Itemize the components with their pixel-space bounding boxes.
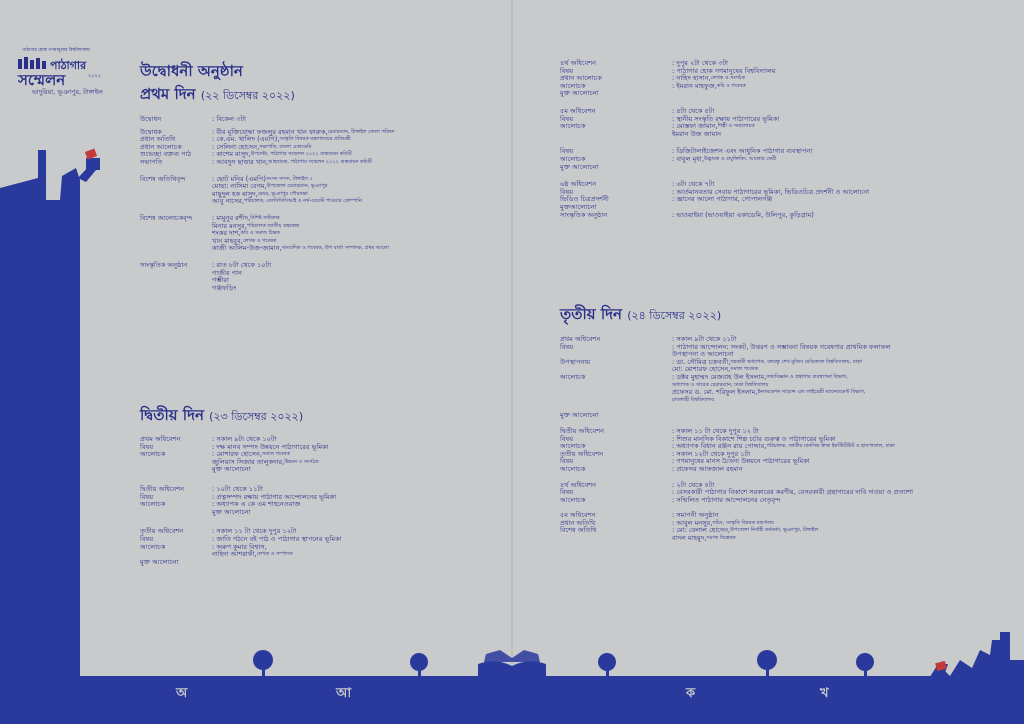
info-row xyxy=(560,397,913,405)
row-value: : বিকেল ৩টা xyxy=(212,115,246,123)
row-label xyxy=(560,389,672,397)
day1-block xyxy=(140,116,394,292)
row-label: মুক্ত আলোচনা xyxy=(560,89,599,98)
row-value: : বীর মুক্তিযোদ্ধা ফজলুর রহমান খান ফারুক, xyxy=(212,127,328,136)
row-value: বাদল মাহমুদ, xyxy=(672,534,707,543)
row-label: উপস্থাপনায় xyxy=(560,357,591,366)
row-label: বিষয় xyxy=(140,442,154,451)
row-note: কবি ও গবেষক xyxy=(716,82,746,89)
row-value: কাজী আলিম-উজ-জামান, xyxy=(212,244,282,253)
row-label: প্রথম অধিবেশন xyxy=(560,335,601,343)
row-note: লেখক ও গবেষক xyxy=(242,237,277,244)
info-row xyxy=(560,351,913,359)
row-label: আলোচক xyxy=(560,122,586,131)
row-label: মুক্ত আলোচনা xyxy=(140,557,179,566)
row-value: : দক্ষ মানব সম্পদ উন্নয়নে পাঠাগারের ভূমিকা xyxy=(212,442,329,451)
row-value: মোছা: নাসিমা বেগম, xyxy=(212,182,267,191)
row-label: সভাপতি xyxy=(140,157,163,166)
info-row xyxy=(140,270,394,278)
row-value: : ডক্টর মুহাম্মদ মেজবাহ উল ইসলাম, xyxy=(672,372,767,381)
row-note: বিশিষ্ট নাট্যকার xyxy=(250,214,280,221)
row-label: উদ্বোধন xyxy=(140,115,162,123)
row-value: গঞ্জফড়িং xyxy=(212,283,237,292)
footer-letter: ক xyxy=(686,686,696,701)
row-label: ৪র্থ অধিবেশন xyxy=(560,480,597,489)
row-value: : জাতি গঠনে বই পাঠ ও পাঠাগার স্থাপনের ভূমিকা xyxy=(212,534,342,543)
info-row xyxy=(140,262,394,270)
palm-tree-icon xyxy=(253,650,874,678)
row-note: উন্নয়ন ও সংগঠক xyxy=(284,458,319,465)
info-row xyxy=(560,466,913,474)
row-value: : সকাল ৯টা থেকে ১১টা xyxy=(672,335,737,343)
row-note: সংসদ সদস্য, টাঙ্গাইল ২ xyxy=(265,175,313,182)
info-row xyxy=(560,527,913,535)
row-label: আলোচক xyxy=(140,450,166,459)
row-value: : ভাওয়াইয়া (ভাওয়াইয়া একাডেমি, উলিপুর, কুড়িগ্রাম) xyxy=(672,210,814,219)
footer-letter: খ xyxy=(820,686,829,701)
row-value: : মো: বেলাল হোসেন, xyxy=(672,526,731,535)
row-label: আলোচক xyxy=(560,81,586,90)
logo-year: ২০২২ xyxy=(88,73,102,79)
row-label: আলোচক xyxy=(560,464,586,473)
row-label: দ্বিতীয় অধিবেশন xyxy=(560,426,605,435)
tiny-caption: পাঠাগার হোক গণমানুষের বিশ্ববিদ্যালয় xyxy=(22,48,90,53)
row-label: বিশেষ অতিথিবৃন্দ xyxy=(140,174,186,183)
day2-title-text: দ্বিতীয় দিন xyxy=(140,406,204,424)
row-label: সাংস্কৃতিক অনুষ্ঠান xyxy=(560,210,608,219)
row-value: মুক্ত আলোচনা xyxy=(212,465,251,474)
day2-date: (২৩ ডিসেম্বর ২০২২) xyxy=(209,410,304,423)
row-note: সমাজ গবেষক xyxy=(730,366,759,373)
row-value: মিনার মনসুর, xyxy=(212,221,247,230)
row-label: বিষয় xyxy=(140,534,154,543)
row-value: জুলিয়াস সিজার তালুকদার, xyxy=(212,457,285,466)
row-note: সমাজ গবেষক xyxy=(262,451,290,458)
row-note: সহকারী অধ্যাপক, বঙ্গবন্ধু শেখ মুজিব মেডিক্যাল বিশ্ববিদ্যালয়, ঢাকা xyxy=(730,358,862,365)
info-row xyxy=(560,164,869,172)
row-label: প্রধান অতিথি xyxy=(140,135,176,144)
row-note: সাংবাদিক ও গবেষক, উপ বার্তা সম্পাদক, প্রথম আলো xyxy=(281,245,389,252)
row-label: বিষয় xyxy=(560,114,574,123)
row-value: মাছুদুল হক মাসুদ, xyxy=(212,189,258,198)
day2-title xyxy=(140,404,303,429)
info-row xyxy=(140,230,394,238)
row-label xyxy=(140,509,212,517)
row-label: উদ্বোধক xyxy=(140,127,162,136)
row-value: : কে.এম. খালিদ (এমপি), xyxy=(212,135,280,144)
footer-letter: অ xyxy=(176,686,188,701)
row-value: : সম্মিলিত পাঠাগার আন্দোলনের নেতৃবৃন্দ xyxy=(672,495,781,504)
row-value: : সকাল ১১ টা থেকে দুপুর ১২টা xyxy=(212,527,297,536)
logo-line2: সম্মেলন xyxy=(18,71,66,89)
row-label xyxy=(140,459,212,467)
row-label: বিষয় xyxy=(560,457,574,466)
row-note: অধ্যাপক ও সাবেক চেয়ারম্যান, ঢাকা বিশ্ববিদ্যালয় xyxy=(672,381,769,388)
info-row xyxy=(140,183,394,191)
row-label: আলোচক xyxy=(560,372,586,381)
row-label: বিষয় xyxy=(560,147,574,156)
row-note: রাজশাহী বিশ্ববিদ্যালয় xyxy=(672,396,715,403)
left-fist-icon xyxy=(85,149,97,160)
row-label: মুক্তআলোচনা xyxy=(560,202,597,211)
row-value: : প্রত্নসম্পদ রক্ষায় পাঠাগার আন্দোলনের ভূমিকা xyxy=(212,492,337,501)
info-row xyxy=(560,156,869,164)
row-label xyxy=(560,382,672,390)
day3-block xyxy=(560,336,913,543)
info-row xyxy=(560,374,913,382)
row-label: শুভেচ্ছা বক্তব্য পাঠ xyxy=(140,150,192,159)
left-tower-illustration xyxy=(0,150,100,724)
row-label: বিষয় xyxy=(560,342,574,351)
row-value: নাহিদা আশরাফী, xyxy=(212,550,257,559)
row-value: : শিশুর মানসিক বিকাশে শিল্প চর্চার গুরুত্ব ও পাঠাগারের ভূমিকা xyxy=(672,434,836,443)
row-note: পরিচালক জাতীয় গ্রন্থকেন্দ্র xyxy=(246,222,300,229)
row-note: ইনফরমেশন সায়েন্স এন্ড লাইব্রেরী ম্যানেজমেন্ট বিভাগ, xyxy=(757,389,866,396)
row-value: : রাত ৮টা থেকে ১০টা xyxy=(212,260,272,269)
row-value: মুক্ত আলোচনা xyxy=(212,507,251,516)
info-row xyxy=(140,277,394,285)
row-value: : জ্ঞানের আলো পাঠাগার, গোপালগঞ্জ xyxy=(672,195,773,204)
row-label: দ্বিতীয় অধিবেশন xyxy=(140,484,185,493)
row-value: : দুপুর ২টা থেকে ৩টা xyxy=(672,59,728,67)
bottom-band xyxy=(0,676,1024,724)
row-label: ৫ম অধিবেশন xyxy=(560,511,596,520)
row-value: : ২টা থেকে ৪টা xyxy=(672,480,715,489)
row-value: : ৬টা থেকে ৭টা xyxy=(672,180,715,189)
day1-date: (২২ ডিসেম্বর ২০২২) xyxy=(200,89,295,102)
info-row xyxy=(560,359,913,367)
row-note: উপজেলা নির্বাহী কর্মকর্তা, ভূঞাপুর, টাঙ্গাইল xyxy=(730,527,819,534)
row-label: প্রধান আলোচক xyxy=(140,142,182,151)
info-row xyxy=(140,215,394,223)
day1-title-a: উদ্বোধনী অনুষ্ঠান xyxy=(140,62,243,80)
row-value: : ডা. সৌমিত্র চক্রবর্তী, xyxy=(672,357,731,366)
info-row xyxy=(560,83,869,91)
row-note: উপদেষ্টা, পাঠাগার সম্মেলন ২০২২ বাস্তবায়ন কমিটি xyxy=(250,151,352,158)
info-row xyxy=(560,196,869,204)
right-top-block xyxy=(560,60,869,219)
day2-block xyxy=(140,436,342,566)
row-value: : গণমানুষের মানস চৈতন্য উন্নয়নে পাঠাগারের ভূমিকা xyxy=(672,457,810,466)
row-note: লেখক ও সংগঠক xyxy=(710,75,746,82)
row-value: : স্থানীয় সংস্কৃতি রক্ষায় পাঠাগারের ভূমিকা xyxy=(672,114,780,123)
info-row xyxy=(560,412,913,420)
info-row xyxy=(560,535,913,543)
day3-date: (২৪ ডিসেম্বর ২০২২) xyxy=(627,309,722,322)
info-row xyxy=(140,223,394,231)
row-value: গাজীর গান xyxy=(212,268,242,277)
info-row xyxy=(140,285,394,293)
row-label xyxy=(560,131,672,139)
row-note: সচিব, সংস্কৃতি বিষয়ক মন্ত্রণালয় xyxy=(712,519,774,526)
logo-sub: ভাদুরিয়া, ভূঞাপুর, টাঙ্গাইল xyxy=(32,88,103,96)
row-value: : মামুনুর রশীদ, xyxy=(212,213,251,222)
row-label: বিশেষ অতিথি xyxy=(560,526,597,535)
row-label xyxy=(560,397,672,405)
info-row xyxy=(140,559,342,567)
row-label: তৃতীয় অধিবেশন xyxy=(560,449,604,458)
row-label: বিশেষ আলোচকবৃন্দ xyxy=(140,213,193,222)
info-row xyxy=(140,466,342,474)
row-note: সভাপতি, বাংলা একাডেমি xyxy=(259,143,312,150)
row-value: : বেসরকারী পাঠাগার বিকাশে সরকারের করণীয়, বেসরকারী গ্রন্থাগারের দাবি দাওয়া ও প্রত্যাশা xyxy=(672,488,914,497)
info-row xyxy=(560,212,869,220)
day1-title-b: প্রথম দিন xyxy=(140,85,196,103)
row-value: : ৪টা থেকে ৫টা xyxy=(672,106,715,115)
row-label: ৫ম অধিবেশন xyxy=(560,106,596,115)
info-row xyxy=(560,512,913,520)
row-value: : ডিজিটালাইজেশন এবং আধুনিক পাঠাগার ব্যবস্থাপনা xyxy=(672,147,813,156)
row-value: মো: মোশারফ হোসেন, xyxy=(672,365,731,374)
logo xyxy=(14,57,114,99)
info-row xyxy=(560,344,913,352)
row-value: : সকাল ১২টা থেকে দুপুর ১টা xyxy=(672,449,751,458)
row-value: : নাহিদ হাসান, xyxy=(672,74,711,83)
row-label: আলোচক xyxy=(560,154,586,163)
row-value: : আবদুস ছাত্তার খান, xyxy=(212,157,269,166)
row-value: : মোশারফ হোসেন, xyxy=(212,450,263,459)
logo-line1: পাঠাগার xyxy=(50,59,87,72)
info-row xyxy=(140,509,342,517)
row-label xyxy=(140,466,212,474)
row-value: : বাবুল মৃধা, xyxy=(672,154,704,163)
day3-title xyxy=(560,303,721,328)
row-note: পরিচালক, জাতীয় মানসিক স্বাস্থ্য ইনস্টিটিউট ও হাসপাতাল, ঢাকা xyxy=(766,443,895,450)
row-value: : সেলিনা হোসেন, xyxy=(212,142,260,151)
row-value: : প্রফেসর আফজাল রহমান xyxy=(672,464,743,473)
books-icon xyxy=(18,57,48,69)
row-note: চেয়ারম্যান, টাঙ্গাইল জেলা পরিষদ xyxy=(327,128,395,135)
row-value: : ছোট মনির (এমপি) xyxy=(212,174,266,183)
row-note: কবি ও সমাজ চিন্তক xyxy=(240,230,280,237)
row-note: লেখক ও সম্পাদক xyxy=(256,551,293,558)
info-row xyxy=(560,90,869,98)
day1-title xyxy=(140,83,295,108)
row-note: পরিচালক, এফসিসিসিআই ও নর্থ-ওয়েস্ট পাওয়ার কোম্পানি xyxy=(244,198,362,205)
row-label: মুক্ত আলোচনা xyxy=(560,411,599,420)
row-label: প্রথম অধিবেশন xyxy=(140,435,181,443)
row-note: উদ্ভাবক ও প্রযুক্তিবিদ, আলোর ফেরী xyxy=(703,155,777,162)
row-value: গম্ভীরা xyxy=(212,276,229,285)
footer-letter: আ xyxy=(336,686,352,701)
row-value: : পাঠাগার হোক গণমানুষের বিশ্ববিদ্যালয় xyxy=(672,66,776,75)
row-label: প্রধান আলোচক xyxy=(560,74,602,83)
info-row xyxy=(560,131,869,139)
row-note: তথ্যবিজ্ঞান ও গ্রন্থাগার ব্যবস্থাপনা বিভাগ, xyxy=(766,373,848,380)
row-note: উপজেলা চেয়ারম্যান, ভূঞাপুর xyxy=(266,183,328,190)
row-value: আবু নাসের, xyxy=(212,197,245,206)
row-note: মেয়র, ভূঞাপুর পৌরসভা xyxy=(257,190,308,197)
row-value: উপস্থাপনা ও আলোচনা xyxy=(672,350,734,359)
row-value: : অরুণ কুমার বিশ্বাস, xyxy=(212,542,267,551)
row-value: : পাঠাগার আন্দোলন: সংকট, উত্তরণ ও সম্ভাবনা বিষয়ক গবেষণার প্রাথমিক ফলাফল xyxy=(672,342,891,351)
row-label: ৬ষ্ঠ অধিবেশন xyxy=(560,180,597,189)
day3-title-text: তৃতীয় দিন xyxy=(560,305,622,323)
row-value: খান মাহবুব, xyxy=(212,236,243,245)
info-row xyxy=(140,159,394,167)
row-note: শিল্পী ও সমালোচক xyxy=(717,123,755,130)
row-label: বিষয় xyxy=(560,434,574,443)
info-row xyxy=(560,497,913,505)
row-label: বিষয় xyxy=(140,492,154,501)
row-value: : সমাপনী অনুষ্ঠান xyxy=(672,511,719,520)
row-label: আলোচক xyxy=(140,542,166,551)
row-value: : ইমরান মাহফুজ, xyxy=(672,81,717,90)
row-value: : ১০টা থেকে ১১টা xyxy=(212,484,263,493)
row-label xyxy=(560,535,672,543)
row-note: সংস্কৃতি বিষয়ক মন্ত্রণালয়ের প্রতিমন্ত্রী xyxy=(279,136,351,143)
open-book-icon xyxy=(478,650,546,676)
row-label: বিষয় xyxy=(560,66,574,75)
row-label: বিষয় xyxy=(560,187,574,196)
row-value: : মোস্তফা জামান, xyxy=(672,122,718,131)
row-label: আলোচক xyxy=(140,500,166,509)
info-row xyxy=(560,389,913,397)
info-row xyxy=(140,245,394,253)
row-label: সাংস্কৃতিক অনুষ্ঠান xyxy=(140,260,188,269)
row-value: শংকর দাশ, xyxy=(212,229,241,238)
row-value: : আবুল মনসুর, xyxy=(672,518,713,527)
row-value: : আর্তমানবতার সেবায় পাঠাগারের ভূমিকা, ভিডিওচিত্র প্রদর্শনী ও আলোচনা xyxy=(672,187,870,196)
row-value: ইমরান উজ জামান xyxy=(672,129,722,138)
info-row xyxy=(140,198,394,206)
row-note: সমাজ বিশ্লেষক xyxy=(706,535,736,542)
row-value: : অধ্যাপক এ কে এম শাহনেওয়াজ xyxy=(212,500,301,509)
row-value: : সকাল ১১ টা থেকে দুপুর ১২ টা xyxy=(672,426,759,435)
row-label: প্রধান অতিথি xyxy=(560,518,596,527)
info-row xyxy=(140,116,394,124)
row-label: মুক্ত আলোচনা xyxy=(560,162,599,171)
row-label: ভিডিও চিত্রপ্রদর্শনী xyxy=(560,195,609,204)
row-value: : অধ্যাপক বিধান রঞ্জন রায় পোদ্দার, xyxy=(672,442,767,451)
row-label: আলোচক xyxy=(560,495,586,504)
row-label: আলোচক xyxy=(560,442,586,451)
row-value: : সকাল ৯টা থেকে ১০টা xyxy=(212,435,277,443)
row-label: ৪র্থ অধিবেশন xyxy=(560,59,597,67)
row-value: : কাশেম মাসুদ, xyxy=(212,150,251,159)
row-label: তৃতীয় অধিবেশন xyxy=(140,527,184,536)
row-value: প্রফেসর ড. মো. শরিফুল ইসলাম, xyxy=(672,388,758,397)
info-row xyxy=(560,148,869,156)
row-label: বিষয় xyxy=(560,488,574,497)
row-note: আহবায়ক, পাঠাগার সম্মেলন ২০২২ বাস্তবায়ন কমিটি xyxy=(268,158,372,165)
